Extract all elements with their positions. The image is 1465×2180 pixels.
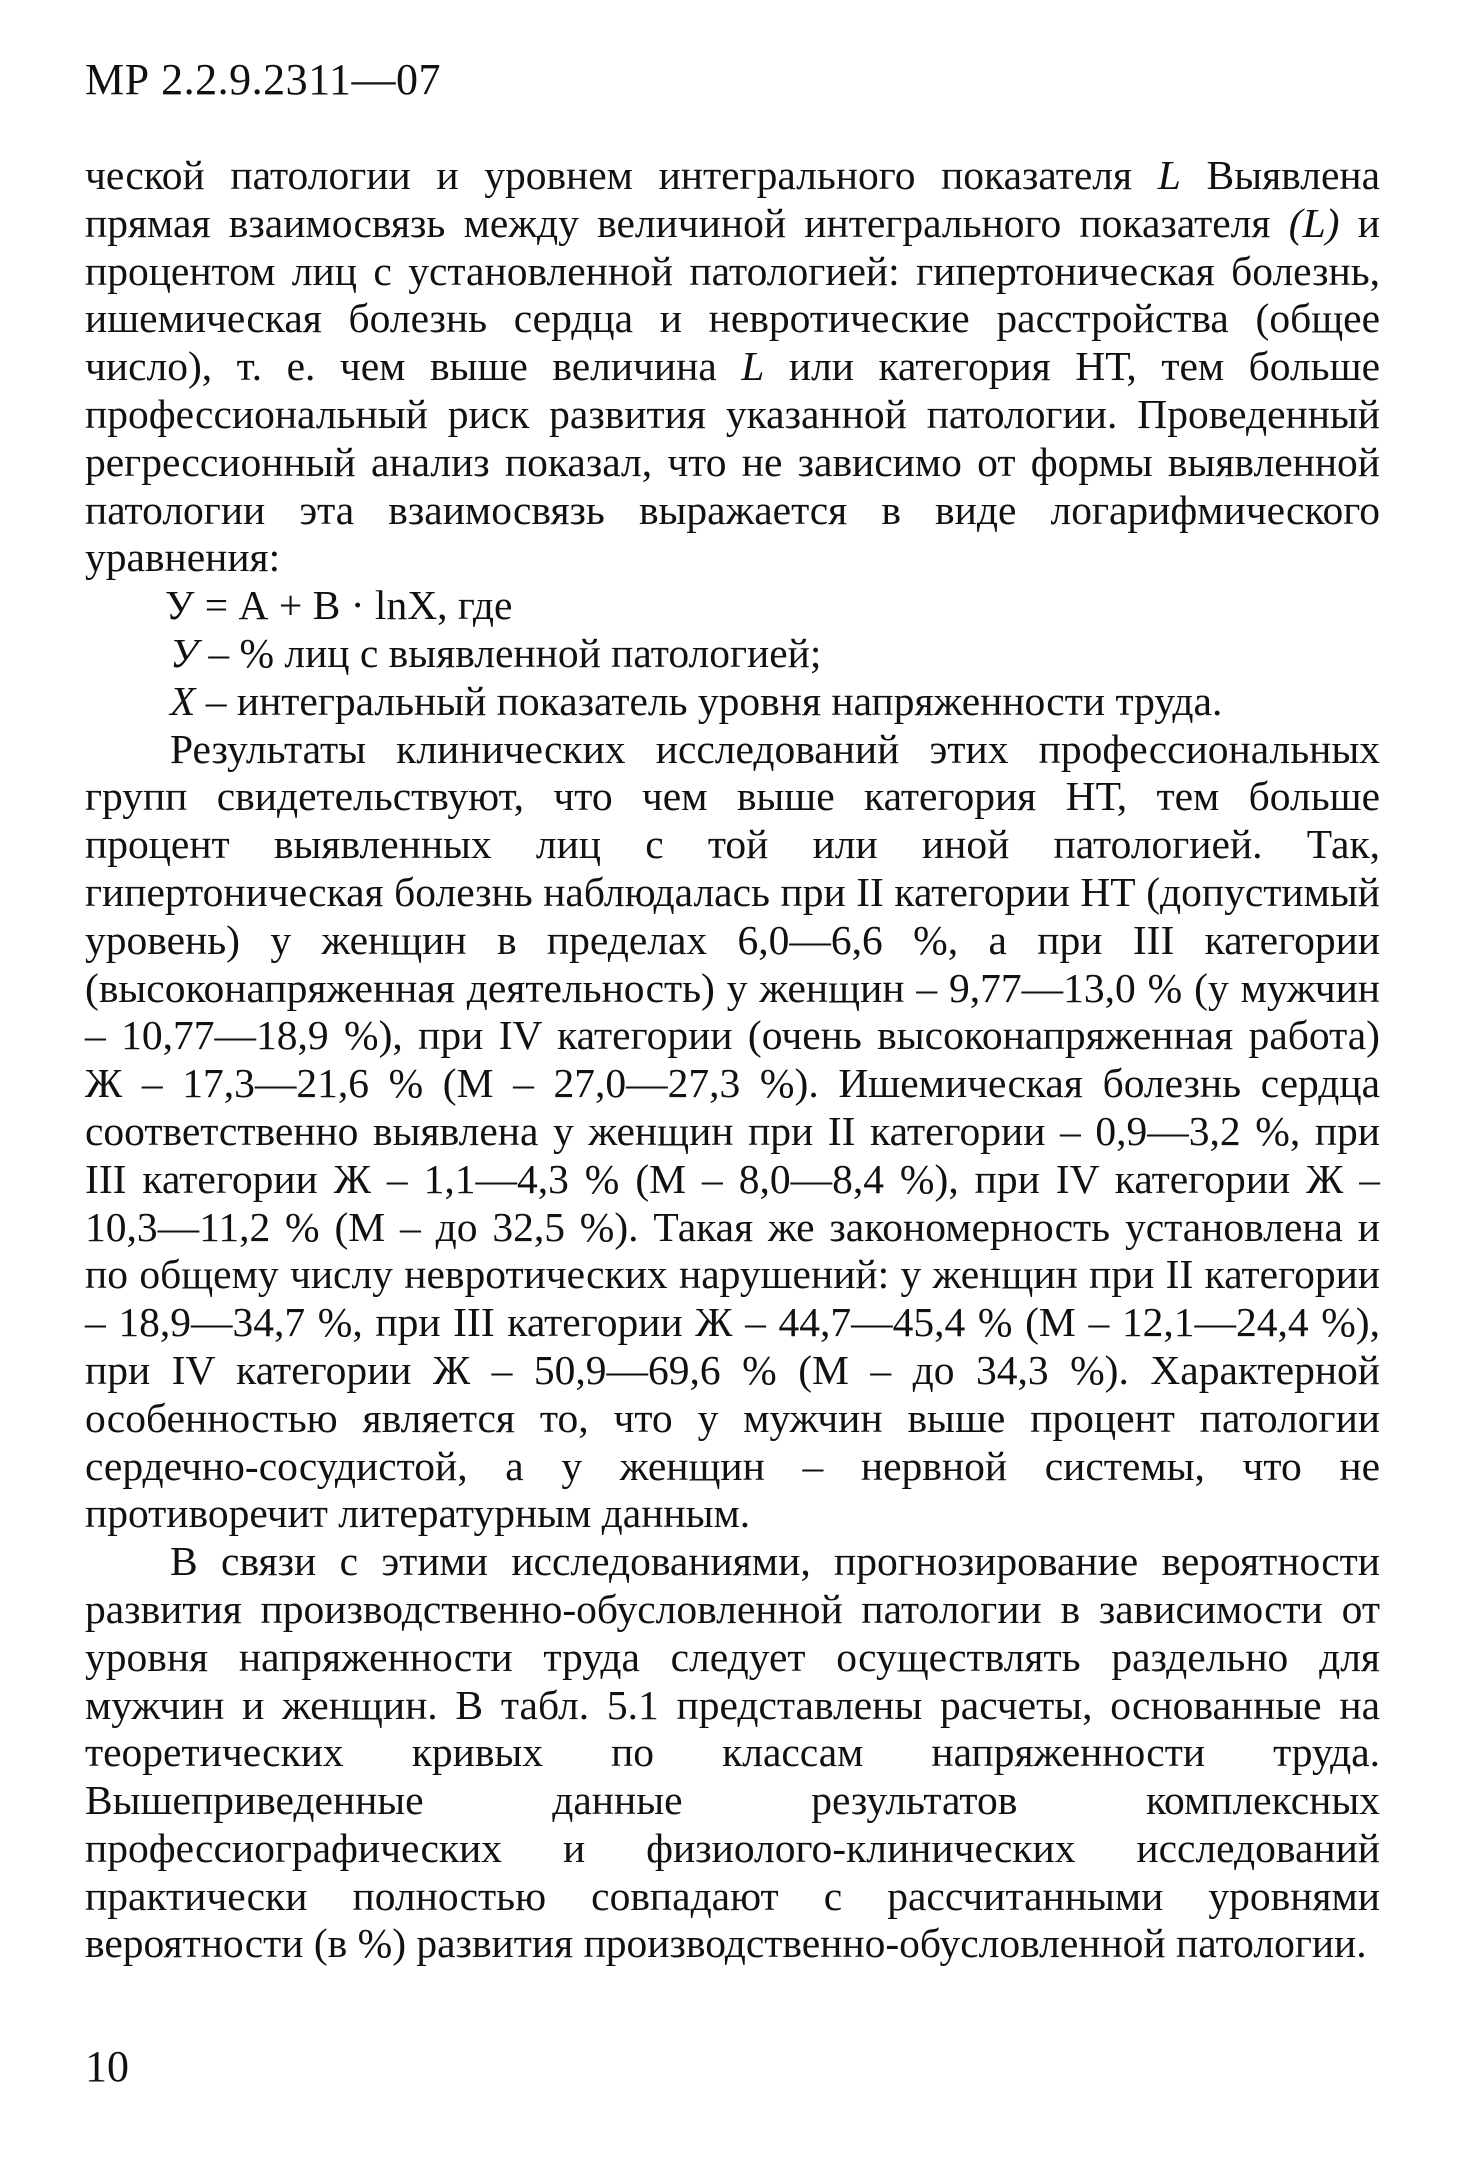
variable-l: L [741, 343, 765, 390]
formula: У = А + В · lnX, где [165, 582, 513, 629]
document-code: МР 2.2.9.2311—07 [85, 55, 441, 104]
variable-l: (L) [1288, 199, 1340, 246]
paragraph-regression [85, 152, 1380, 582]
paragraph-clinical-results: Результаты клинических исследований этих профессиональных групп свидетельствуют, что чем выше категория НТ, тем больше процент выявленных лиц с той или иной патологией. Так, гипертоническая болезнь наблюдалась при II категории НТ (допустимый уровень) у женщин в пределах 6,0—6,6 %, а при III категории (высоконапряженная деятельность) у женщин – 9,77—13,0 % (у мужчин – 10,77—18,9 %), при IV категории (очень высоконапряженная работа) Ж – 17,3—21,6 % (М – 27,0—27,3 %). Ишемическая болезнь сердца соответственно выявлена у женщин при II категории – 0,9—3,2 %, при III категории Ж – 1,1—4,3 % (М – 8,0—8,4 %), при IV категории Ж – 10,3—11,2 % (М – до 32,5 %). Такая же закономерность установлена и по общему числу невротических нарушений: у женщин при II категории – 18,9—34,7 %, при III категории Ж – 44,7—45,4 % (М – 12,1—24,4 %), при IV категории Ж – 50,9—69,6 % (М – до 34,3 %). Характерной особенностью является то, что у мужчин выше процент патологии сердечно-сосудистой, а у женщин – нервной системы, что не противоречит литературным данным. [85, 725, 1380, 1537]
variable-y: У [170, 629, 198, 676]
paragraph-text: или категория НТ, тем больше профессиональный риск развития указанной патологии. Проведенный регрессионный анализ показал, что не зависимо от формы выявленной патологии эта взаимосвязь выражается в виде логарифмического уравнения: [85, 343, 1380, 581]
definition-x [85, 678, 1380, 726]
variable-l: L [1157, 152, 1181, 198]
page-number: 10 [85, 2042, 129, 2091]
paragraph-forecasting: В связи с этими исследованиями, прогнозирование вероятности развития производственно-обусловленной патологии в зависимости от уровня напряженности труда следует осуществлять раздельно для мужчин и женщин. В табл. 5.1 представлены расчеты, основанные на теоретических кривых по классам напряженности труда. Вышеприведенные данные результатов комплексных профессиографических и физиолого-клинических исследований практически полностью совпадают с рассчитанными уровнями вероятности (в %) развития производственно-обусловленной патологии. [85, 1538, 1380, 1967]
definition-text: – интегральный показатель уровня напряженности труда. [195, 677, 1223, 724]
paragraph-text: и процентом лиц с установленной патологией: гипертоническая болезнь, ишемическая болезнь сердца и невротические расстройства (общее число), т. е. чем выше величина [85, 199, 1380, 390]
definition-y [85, 630, 1380, 678]
paragraph-text: Выявлена прямая взаимосвязь между величиной интегрального показателя [85, 152, 1380, 246]
definition-text: – % лиц с выявленной патологией; [197, 629, 822, 676]
paragraph-text: ческой патологии и уровнем интегрального показателя [85, 152, 1158, 198]
variable-x: X [170, 677, 196, 724]
page-body [85, 152, 1380, 1968]
